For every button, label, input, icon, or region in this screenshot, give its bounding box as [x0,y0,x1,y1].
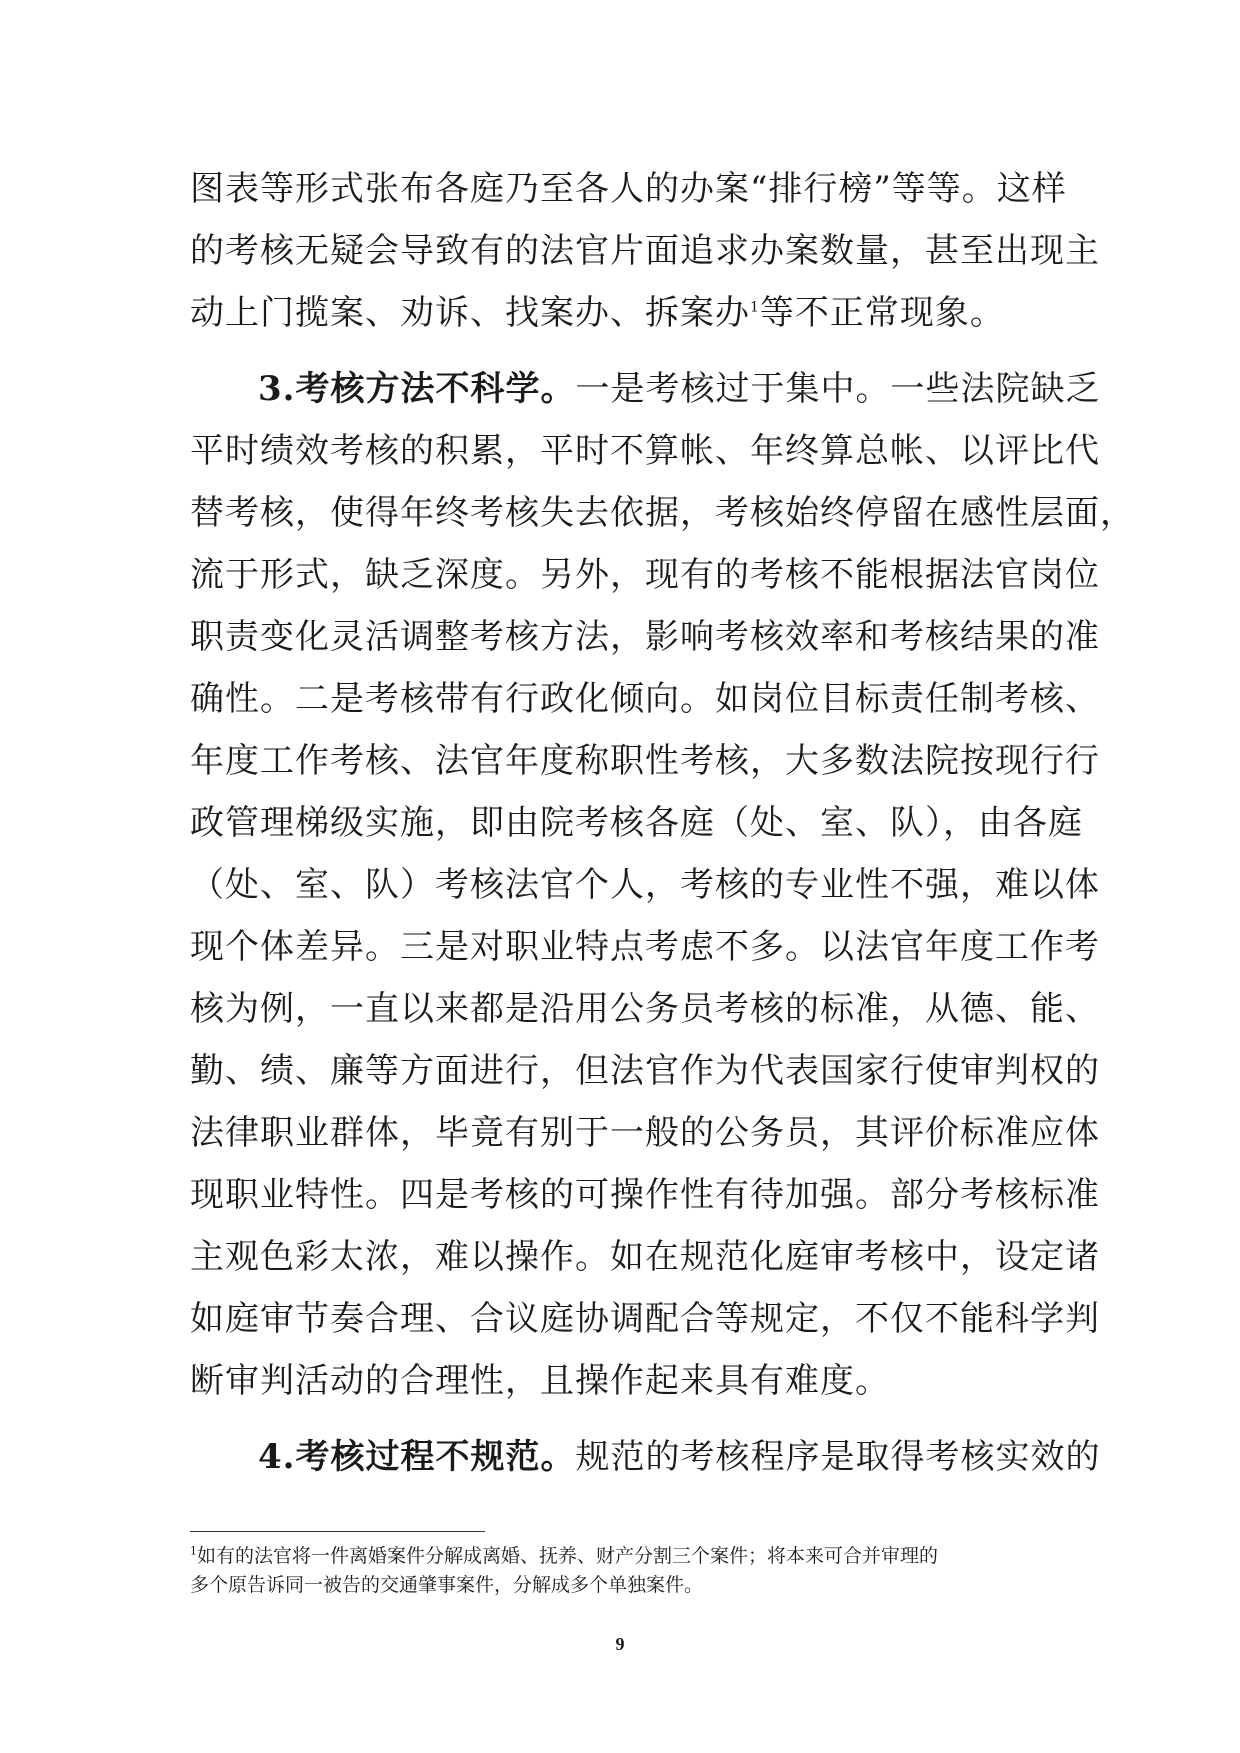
paragraph-line: 核为例，一直以来都是沿用公务员考核的标准，从德、能、 [190,989,1100,1029]
page-number: 9 [615,1634,625,1654]
footnote-line [190,1542,1050,1571]
paragraph-line: 法律职业群体，毕竟有别于一般的公务员，其评价标准应体 [190,1113,1100,1153]
paragraph-line: 政管理梯级实施，即由院考核各庭（处、室、队），由各庭 [190,803,1083,843]
paragraph-line: 确性。二是考核带有行政化倾向。如岗位目标责任制考核、 [190,679,1100,719]
line-text: 动上门揽案、劝诉、找案办、拆案办 [190,293,750,333]
paragraph-line [190,358,1101,420]
paragraph-line: 断审判活动的合理性，且操作起来具有难度。 [190,1361,890,1401]
footnote-separator [190,1531,485,1532]
paragraph-line: 职责变化灵活调整考核方法，影响考核效率和考核结果的准 [190,617,1100,657]
footnote-text: 如有的法官将一件离婚案件分解成离婚、抚养、财产分割三个案件；将本来可合并审理的 [197,1545,939,1567]
paragraph-line: 年度工作考核、法官年度称职性考核，大多数法院按现行行 [190,741,1100,781]
line-text: 规范的考核程序是取得考核实效的 [575,1437,1101,1477]
line-text: 等不正常现象。 [759,293,1005,333]
footnote-line: 多个原告诉同一被告的交通肇事案件，分解成多个单独案件。 [190,1574,704,1596]
section-heading-3: 3.考核方法不科学。 [258,369,576,409]
paragraph-line: 主观色彩太浓，难以操作。如在规范化庭审考核中，设定诸 [190,1237,1100,1277]
paragraph-line: 流于形式，缺乏深度。另外，现有的考核不能根据法官岗位 [190,555,1100,595]
paragraph-line [190,282,1050,344]
line-text: 一是考核过于集中。一些法院缺乏 [575,369,1101,409]
footnote-mark: 1 [190,1544,197,1558]
body-text [190,158,1135,1488]
paragraph-line: 现职业特性。四是考核的可操作性有待加强。部分考核标准 [190,1175,1100,1215]
paragraph-line: 替考核，使得年终考核失去依据，考核始终停留在感性层面， [190,493,1135,533]
paragraph-line: 勤、绩、廉等方面进行，但法官作为代表国家行使审判权的 [190,1051,1100,1091]
paragraph-line: 平时绩效考核的积累，平时不算帐、年终算总帐、以评比代 [190,431,1100,471]
footnote-reference[interactable]: 1 [750,299,760,316]
paragraph-line: 图表等形式张布各庭乃至各人的办案“排行榜”等等。这样 [190,169,1067,209]
paragraph-line: 如庭审节奏合理、合议庭协调配合等规定，不仅不能科学判 [190,1299,1100,1339]
paragraph-line [190,1426,1101,1488]
paragraph-line: 现个体差异。三是对职业特点考虑不多。以法官年度工作考 [190,927,1100,967]
footnote [190,1542,1050,1600]
paragraph-line: （处、室、队）考核法官个人，考核的专业性不强，难以体 [190,865,1100,905]
paragraph-line: 的考核无疑会导致有的法官片面追求办案数量，甚至出现主 [190,231,1100,271]
section-heading-4: 4.考核过程不规范。 [258,1437,576,1477]
